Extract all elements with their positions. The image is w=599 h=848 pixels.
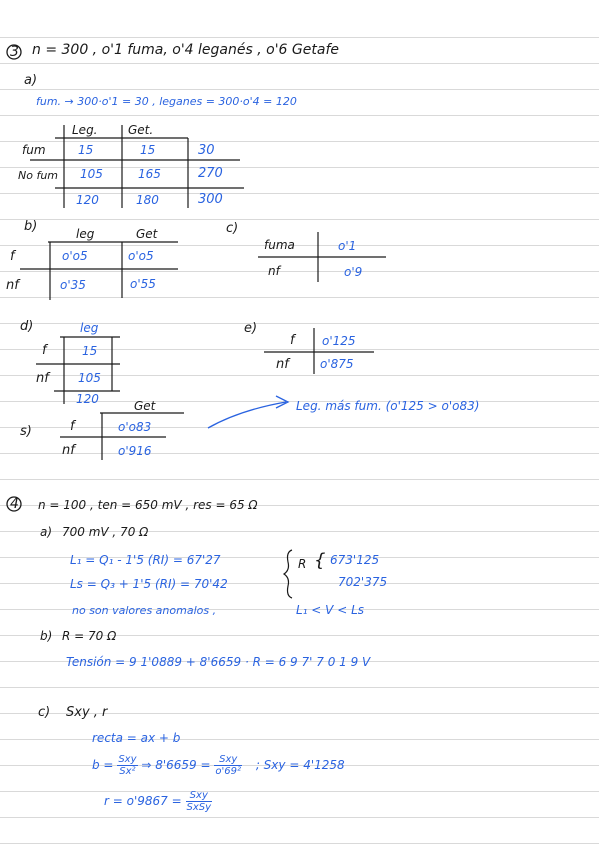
- part-d-label: d): [20, 319, 34, 334]
- table-a-cell: 270: [198, 166, 223, 181]
- problem4-header: n = 100 , ten = 650 mV , res = 65 Ω: [38, 498, 258, 512]
- part-4c-given: Sxy , r: [66, 705, 108, 720]
- table-a-row-label: No fum: [18, 169, 59, 182]
- table-a-cell: 15: [140, 143, 156, 157]
- b-fraction2-den: o'69²: [215, 766, 241, 777]
- table-e-cell: o'125: [322, 334, 356, 348]
- r-lhs: r = o'9867 =: [104, 794, 182, 808]
- part-4c-r-equation: [104, 790, 212, 813]
- table-a-total: 120: [76, 193, 99, 207]
- part-4a-given: 700 mV , 70 Ω: [62, 525, 149, 539]
- table-a-header-leg: Leg.: [72, 123, 98, 137]
- table-c-header-value: o'1: [338, 239, 357, 253]
- part-4b-given: R = 70 Ω: [62, 629, 117, 643]
- part-d-sub-label: s): [20, 424, 32, 439]
- table-a-header-get: Get.: [128, 123, 154, 137]
- part-4b-equation: Tensión = 9 1'0889 + 8'6659 · R = 6 9 7' 7 0 1 9 V: [66, 655, 371, 669]
- table-b-row-label: f: [10, 249, 15, 264]
- b-fraction: [117, 754, 137, 777]
- part-4a-r-val1: 673'125: [330, 553, 380, 567]
- part-4c-recta: recta = ax + b: [92, 731, 181, 745]
- table-a-row-label: fum: [22, 143, 46, 157]
- b-result: ; Sxy = 4'1258: [255, 758, 345, 772]
- table-e-row-label: nf: [276, 357, 289, 372]
- problem3-header: n = 300 , o'1 fuma, o'4 leganés , o'6 Getafe: [32, 42, 339, 58]
- part-4b-label: b): [40, 629, 53, 643]
- part-a-label: a): [24, 73, 38, 88]
- table-d-cell: 105: [78, 371, 101, 385]
- part-c-label: c): [226, 221, 239, 236]
- table-d-sub-cell: o'916: [118, 444, 152, 458]
- b-fraction2: [214, 754, 242, 777]
- table-b-cell: o'35: [60, 278, 86, 292]
- table-d-row-label: nf: [36, 371, 49, 386]
- part-4a-brace: {: [314, 550, 326, 571]
- table-b-cell: o'o5: [62, 249, 88, 263]
- part-4a-note: no son valores anomalos ,: [72, 604, 217, 617]
- part-4a-label: a): [40, 525, 53, 539]
- r-fraction-den: SxSy: [186, 802, 212, 813]
- part-b-label: b): [24, 219, 38, 234]
- table-b-cell: o'o5: [128, 249, 154, 263]
- part-4a-l1: L₁ = Q₁ - 1'5 (RI) = 67'27: [70, 553, 221, 567]
- part-4a-inequality: L₁ < V < Ls: [296, 603, 365, 617]
- table-d-sub-cell: o'o83: [118, 420, 152, 434]
- table-a-total: 180: [136, 193, 159, 207]
- table-e-cell: o'875: [320, 357, 354, 371]
- b-mid: ⇒ 8'6659 =: [141, 758, 211, 772]
- table-a-total: 300: [198, 192, 223, 207]
- part-4c-label: c): [38, 705, 51, 720]
- b-fraction-num: Sxy: [118, 754, 137, 765]
- conclusion-arrow: [208, 396, 288, 428]
- r-fraction: [186, 790, 213, 813]
- table-d-sub-header: Get: [134, 399, 156, 413]
- table-d-sub-row-label: nf: [62, 443, 75, 458]
- table-a-cell: 30: [198, 143, 215, 158]
- table-c-row-value: o'9: [344, 265, 363, 279]
- table-c-header: fuma: [264, 238, 295, 252]
- b-fraction-den: Sx²: [119, 766, 136, 777]
- table-b-lines: [20, 242, 178, 300]
- part-4a-r-val2: 702'375: [338, 575, 388, 589]
- table-b-header-leg: leg: [76, 227, 95, 241]
- table-d-header: leg: [80, 321, 99, 335]
- table-d-row-label: f: [42, 343, 47, 358]
- brace: [284, 550, 292, 598]
- part-a-calculation: fum. → 300·o'1 = 30 , leganes = 300·o'4 = 120: [36, 95, 297, 108]
- table-a-cell: 15: [78, 143, 94, 157]
- table-a-cell: 105: [80, 167, 103, 181]
- problem3-number: 3: [10, 44, 19, 60]
- table-b-cell: o'55: [130, 277, 156, 291]
- b-fraction2-num: Sxy: [214, 754, 242, 766]
- table-e-row-label: f: [290, 333, 295, 348]
- table-d-sub-row-label: f: [70, 419, 75, 434]
- part-e-label: e): [244, 321, 258, 336]
- table-d-total: 120: [76, 392, 99, 406]
- table-b-header-get: Get: [136, 227, 158, 241]
- part-4c-b-equation: [92, 754, 345, 777]
- part-4a-ls: Ls = Q₃ + 1'5 (RI) = 70'42: [70, 577, 228, 591]
- part-e-conclusion: Leg. más fum. (o'125 > o'o83): [296, 399, 480, 413]
- part-4a-r-label: R: [298, 557, 307, 571]
- problem4-number: 4: [10, 496, 19, 512]
- b-lhs: b =: [92, 758, 114, 772]
- table-c-row-label: nf: [268, 264, 280, 278]
- table-d-cell: 15: [82, 344, 98, 358]
- table-b-row-label: nf: [6, 278, 19, 293]
- table-a-cell: 165: [138, 167, 161, 181]
- r-fraction-num: Sxy: [186, 790, 213, 802]
